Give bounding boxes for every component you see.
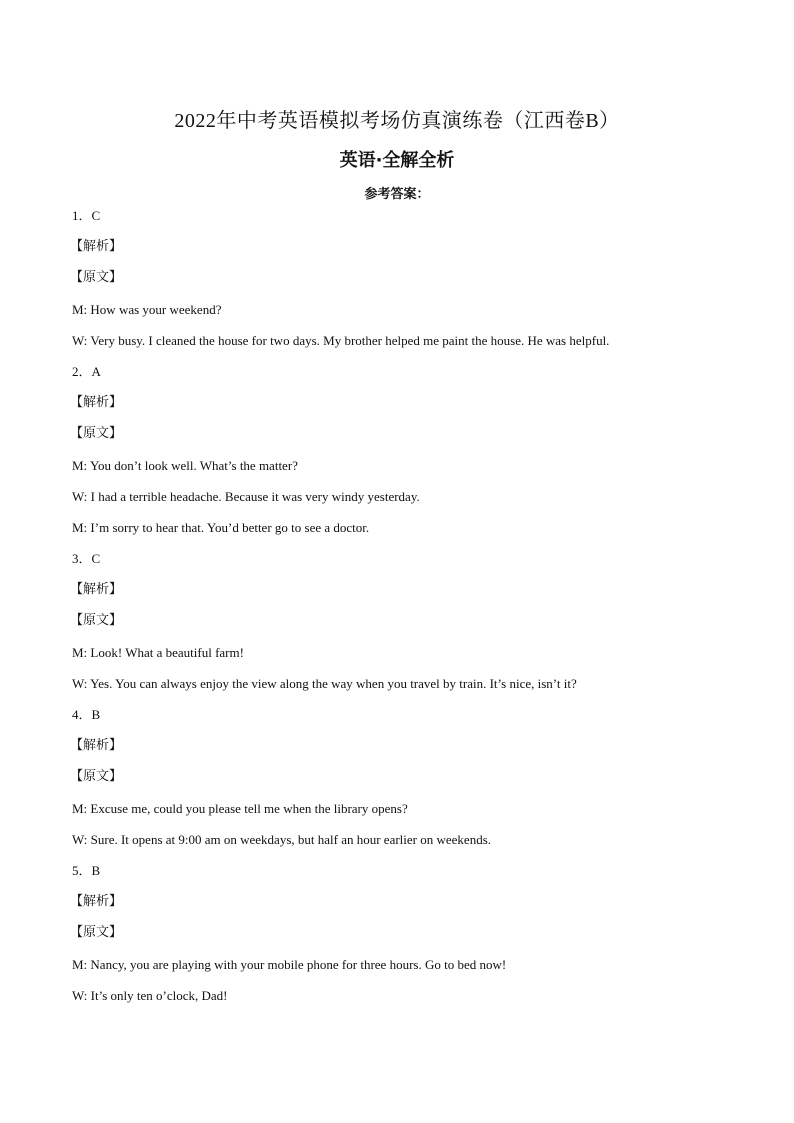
original-text-label: 【原文】 (70, 769, 123, 785)
original-text-label: 【原文】 (70, 426, 123, 442)
dialogue-line: W: It’s only ten o’clock, Dad! (72, 987, 228, 1003)
dialogue-line: M: How was your weekend? (72, 301, 222, 317)
answer-number: 2．A (72, 363, 101, 379)
page-title: 2022年中考英语模拟考场仿真演练卷（江西卷B） (174, 110, 620, 132)
answer-number: 4．B (72, 707, 101, 722)
dialogue-line: M: I’m sorry to hear that. You’d better go to see a doctor. (72, 519, 370, 535)
analysis-label: 【解析】 (70, 239, 123, 255)
dialogue-line: M: Look! What a beautiful farm! (72, 644, 244, 660)
dialogue-line: W: Yes. You can always enjoy the view along the way when you travel by train. It’s nice, isn’t it? (72, 675, 577, 691)
original-text-label: 【原文】 (70, 270, 123, 286)
analysis-label: 【解析】 (70, 395, 123, 411)
answer-number: 5．B (72, 862, 101, 878)
dialogue-line: W: Very busy. I cleaned the house for two days. My brother helped me paint the house. He was helpful. (72, 332, 610, 348)
original-text-label: 【原文】 (70, 613, 123, 629)
original-text-label: 【原文】 (70, 925, 123, 941)
dialogue-line: W: I had a terrible headache. Because it was very windy yesterday. (72, 488, 420, 504)
answer-section-label: 参考答案： (364, 187, 430, 202)
dialogue-line: W: Sure. It opens at 9:00 am on weekdays, but half an hour earlier on weekends. (72, 831, 492, 847)
dialogue-line: M: Nancy, you are playing with your mobile phone for three hours. Go to bed now! (72, 956, 507, 972)
answer-number: 1．C (72, 208, 101, 223)
answer-number: 3．C (72, 551, 101, 567)
analysis-label: 【解析】 (70, 894, 123, 910)
page-subtitle: 英语·全解全析 (339, 150, 455, 171)
dialogue-line: M: You don’t look well. What’s the matter? (72, 457, 298, 473)
analysis-label: 【解析】 (70, 738, 123, 754)
answer-list (72, 204, 732, 1015)
dialogue-line: M: Excuse me, could you please tell me when the library opens? (72, 800, 408, 816)
analysis-label: 【解析】 (70, 582, 123, 598)
